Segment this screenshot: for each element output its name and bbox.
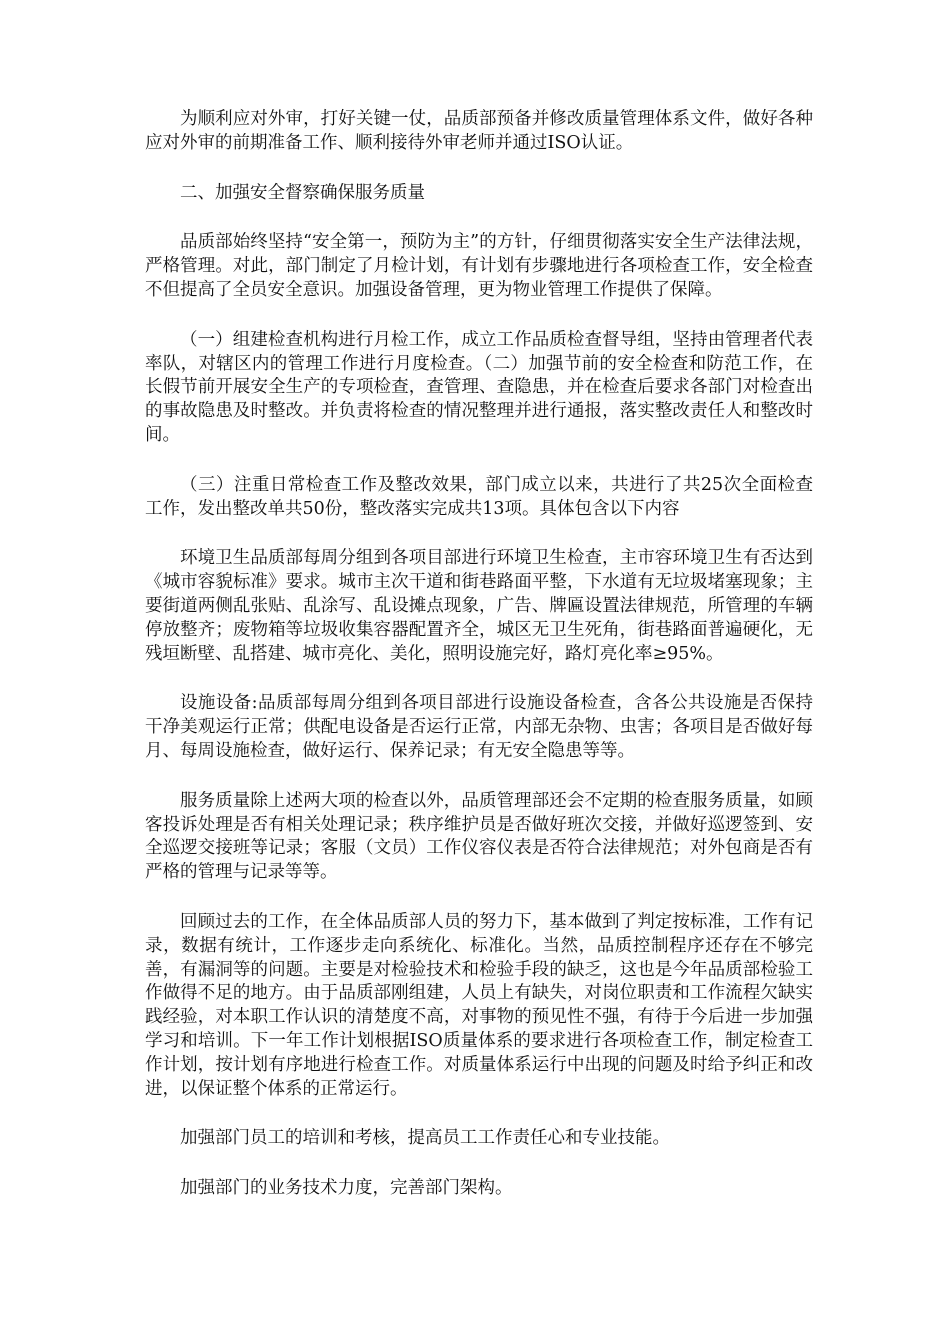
paragraph-service-quality: 服务质量除上述两大项的检查以外，品质管理部还会不定期的检查服务质量，如顾客投诉处理是否有相关处理记录；秩序维护员是否做好班次交接，并做好巡逻签到、安全巡逻交接班等记录；客服（文员）工作仪容仪表是否符合法律规范；对外包商是否有严格的管理与记录等等。 <box>145 790 813 883</box>
document-body <box>145 108 813 1227</box>
paragraph-daily-inspection: （三）注重日常检查工作及整改效果，部门成立以来，共进行了共25次全面检查工作，发出整改单共50份，整改落实完成共13项。具体包含以下内容 <box>145 474 813 519</box>
section-heading-safety: 二、加强安全督察确保服务质量 <box>180 182 425 203</box>
paragraph-review: 回顾过去的工作，在全体品质部人员的努力下，基本做到了判定按标准，工作有记录，数据有统计，工作逐步走向系统化、标准化。当然，品质控制程序还存在不够完善，有漏洞等的问题。主要是对检验技术和检验手段的缺乏，这也是今年品质部检验工作做得不足的地方。由于品质部刚组建，人员上有缺失，对岗位职责和工作流程欠缺实践经验，对本职工作认识的清楚度不高，对事物的预见性不强，有待于今后进一步加强学习和培训。下一年工作计划根据ISO质量体系的要求进行各项检查工作，制定检查工作计划，按计划有序地进行检查工作。对质量体系运行中出现的问题及时给予纠正和改进，以保证整个体系的正常运行。 <box>145 911 813 1099</box>
paragraph-structure: 加强部门的业务技术力度，完善部门架构。 <box>180 1178 513 1199</box>
paragraph-environment-hygiene: 环境卫生品质部每周分组到各项目部进行环境卫生检查，主市容环境卫生有否达到《城市容貌标准》要求。城市主次干道和街巷路面平整，下水道有无垃圾堵塞现象；主要街道两侧乱张贴、乱涂写、乱设摊点现象，广告、牌匾设置法律规范，所管理的车辆停放整齐；废物箱等垃圾收集容器配置齐全，城区无卫生死角，街巷路面普遍硬化，无残垣断壁、乱搭建、城市亮化、美化，照明设施完好，路灯亮化率≥95%。 <box>145 548 813 664</box>
paragraph-monthly-inspection: （一）组建检查机构进行月检工作，成立工作品质检查督导组，坚持由管理者代表率队，对辖区内的管理工作进行月度检查。（二）加强节前的安全检查和防范工作，在长假节前开展安全生产的专项检查，查管理、查隐患，并在检查后要求各部门对检查出的事故隐患及时整改。并负责将检查的情况整理并进行通报，落实整改责任人和整改时间。 <box>145 329 813 445</box>
paragraph-facilities-equipment: 设施设备:品质部每周分组到各项目部进行设施设备检查，含各公共设施是否保持干净美观运行正常；供配电设备是否运行正常，内部无杂物、虫害；各项目是否做好每月、每周设施检查，做好运行、保养记录；有无安全隐患等等。 <box>145 693 813 761</box>
paragraph-audit-prep: 为顺利应对外审，打好关键一仗，品质部预备并修改质量管理体系文件，做好各种应对外审的前期准备工作、顺利接待外审老师并通过ISO认证。 <box>145 109 813 153</box>
paragraph-training: 加强部门员工的培训和考核，提高员工工作责任心和专业技能。 <box>180 1128 670 1149</box>
paragraph-safety-policy: 品质部始终坚持“安全第一，预防为主”的方针，仔细贯彻落实安全生产法律法规，严格管理。对此，部门制定了月检计划，有计划有步骤地进行各项检查工作，安全检查不但提高了全员安全意识。加强设备管理，更为物业管理工作提供了保障。 <box>145 232 813 300</box>
